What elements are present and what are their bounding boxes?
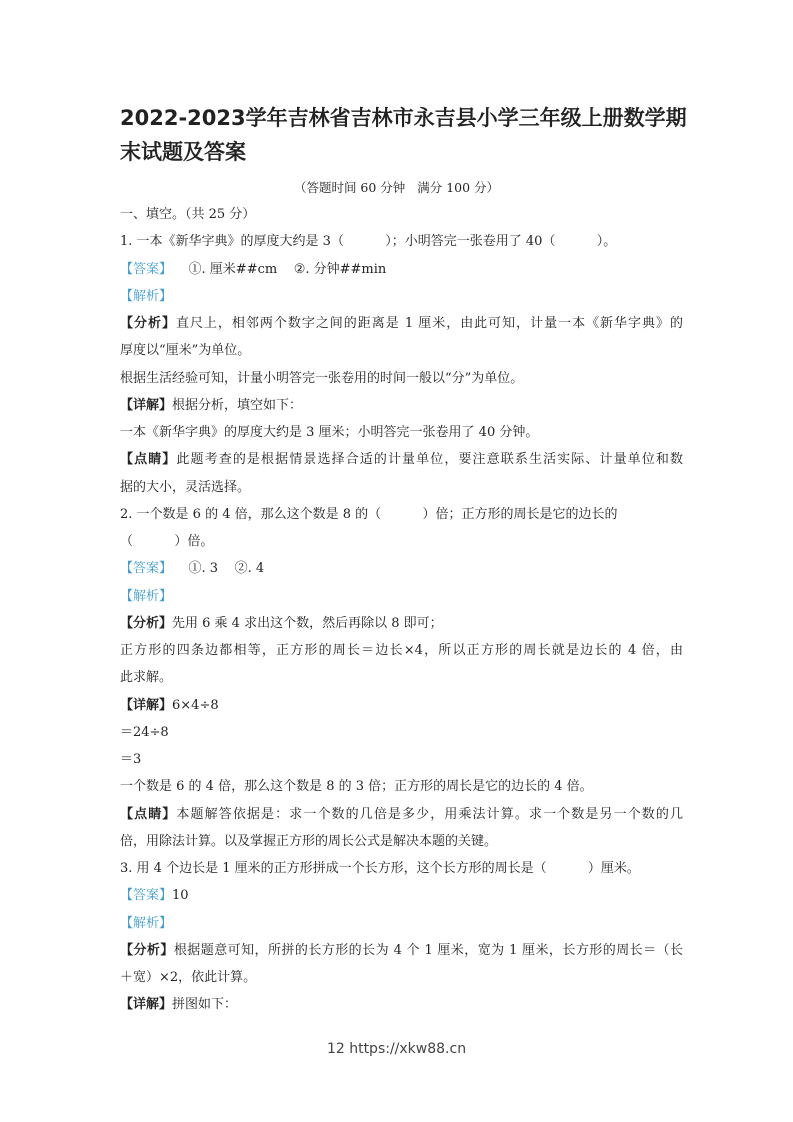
document-title-line-2: 末试题及答案 — [120, 140, 246, 164]
text-line: ＝24÷8 — [120, 724, 169, 740]
dianjing-label: 【点睛】 — [120, 806, 177, 822]
q3-answer — [120, 882, 683, 909]
page-footer: 12 https://xkw88.cn — [326, 1041, 467, 1057]
answer-text: ①. 3 ②. 4 — [172, 561, 265, 577]
section-heading: 一、填空。（共 25 分） — [120, 207, 256, 222]
text-line: 据的大小，灵活选择。 — [120, 479, 251, 495]
text-line: 一个数是 6 的 4 倍，那么这个数是 8 的 3 倍；正方形的周长是它的边长的 4 倍。 — [120, 779, 593, 795]
answer-text: ①. 厘米##cm ②. 分钟##min — [172, 261, 387, 277]
fenxi-label: 【分析】 — [120, 942, 174, 958]
text-line: （ ）倍。 — [120, 534, 214, 549]
fenxi-label: 【分析】 — [120, 615, 173, 631]
q1-dianjing — [120, 446, 683, 473]
text: 拼图如下： — [172, 997, 238, 1013]
answer-label: 【答案】 — [120, 888, 173, 904]
document-title-line-1: 2022-2023学年吉林省吉林市永吉县小学三年级上册数学期 — [120, 106, 687, 130]
text: 先用 6 乘 4 求出这个数，然后再除以 8 即可； — [172, 615, 443, 631]
q2-answer — [120, 555, 683, 582]
text: 根据题意可知，所拼的长方形的长为 4 个 1 厘米，宽为 1 厘米，长方形的周长＝（长 — [173, 942, 683, 958]
question-3: 3. 用 4 个边长是 1 厘米的正方形拼成一个长方形，这个长方形的周长是（ ）厘米。 — [120, 861, 640, 876]
text-line: 正方形的四条边都相等，正方形的周长＝边长×4，所以正方形的周长就是边长的 4 倍，由 — [120, 643, 683, 658]
text-line: 此求解。 — [120, 670, 173, 686]
answer-text: 10 — [172, 888, 189, 904]
answer-label: 【答案】 — [120, 561, 173, 577]
q1-xiangjie — [120, 392, 683, 419]
q1-analysis-label — [120, 283, 683, 310]
answer-label: 【答案】 — [120, 261, 173, 277]
text-line: 厚度以“厘米”为单位。 — [120, 343, 251, 359]
question-1: 1. 一本《新华字典》的厚度大约是 3（ ）；小明答完一张卷用了 40（ ）。 — [120, 234, 617, 250]
exam-info: （答题时间 60 分钟 满分 100 分） — [293, 180, 500, 195]
text: 根据分析，填空如下： — [172, 397, 303, 413]
q3-fenxi — [120, 937, 683, 964]
q2-dianjing — [120, 801, 683, 828]
dianjing-label: 【点睛】 — [120, 452, 177, 468]
text: 本题解答依据是：求一个数的几倍是多少，用乘法计算。求一个数是另一个数的几 — [176, 806, 683, 822]
text-line: 倍，用除法计算。以及掌握正方形的周长公式是解决本题的关键。 — [120, 833, 498, 849]
q1-answer — [120, 256, 683, 283]
analysis-label: 【解析】 — [120, 288, 173, 304]
analysis-label: 【解析】 — [120, 588, 173, 604]
text: 直尺上，相邻两个数字之间的距离是 1 厘米，由此可知，计量一本《新华字典》的 — [175, 316, 683, 331]
text-line: ＝3 — [120, 752, 142, 767]
document-body — [120, 201, 683, 1019]
xiangjie-label: 【详解】 — [120, 997, 173, 1013]
text-line: 一本《新华字典》的厚度大约是 3 厘米；小明答完一张卷用了 40 分钟。 — [120, 425, 539, 440]
q2-fenxi — [120, 610, 683, 637]
text-line: ＋宽）×2，依此计算。 — [120, 970, 257, 985]
text-line: 根据生活经验可知，计量小明答完一张卷用的时间一般以“分”为单位。 — [120, 370, 524, 386]
analysis-label: 【解析】 — [120, 915, 173, 931]
xiangjie-label: 【详解】 — [120, 397, 173, 413]
q2-analysis-label — [120, 583, 683, 610]
text: 此题考查的是根据情景选择合适的计量单位，要注意联系生活实际、计量单位和数 — [176, 452, 683, 468]
question-2: 2. 一个数是 6 的 4 倍，那么这个数是 8 的（ ）倍；正方形的周长是它的边长的 — [120, 506, 618, 522]
q3-analysis-label — [120, 910, 683, 937]
fenxi-label: 【分析】 — [120, 316, 176, 331]
xiangjie-label: 【详解】 — [120, 697, 173, 713]
q1-fenxi — [120, 310, 683, 337]
q2-xiangjie — [120, 692, 683, 719]
q3-xiangjie — [120, 991, 683, 1018]
text: 6×4÷8 — [172, 697, 219, 713]
